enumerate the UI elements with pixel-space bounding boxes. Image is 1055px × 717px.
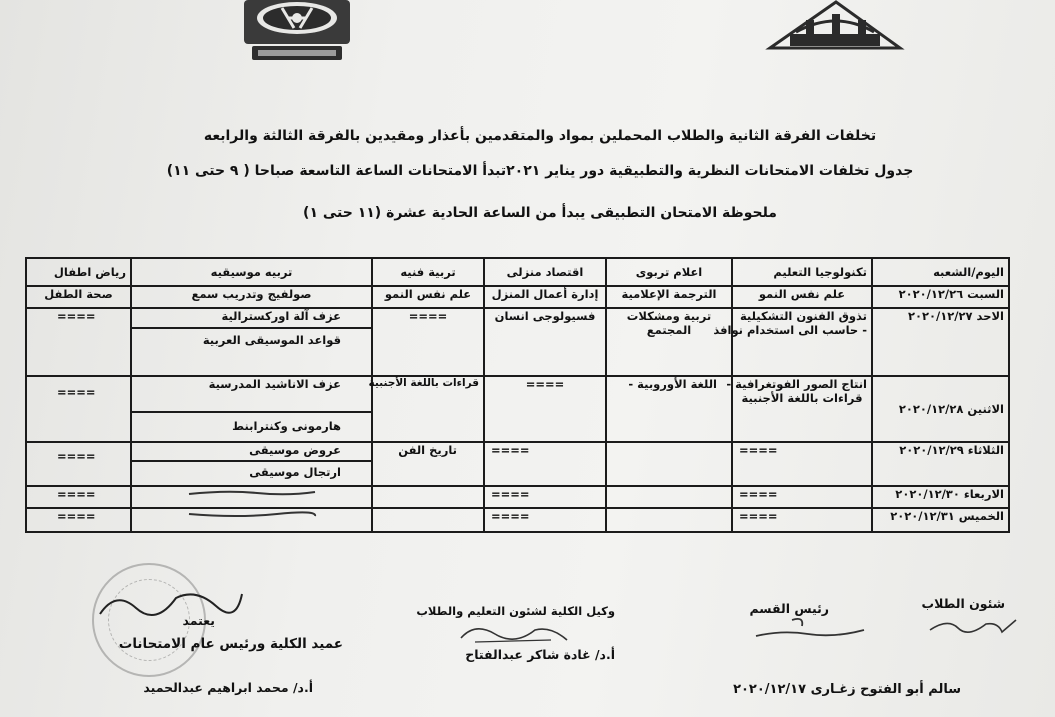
table-cell: [131, 442, 372, 486]
table-cell: قراءات باللغة الأجنبية: [372, 376, 484, 442]
approve-label: يعتمد: [182, 613, 215, 628]
column-header: تكنولوجيا التعليم: [732, 258, 872, 286]
table-cell: [372, 486, 484, 508]
table-row: [26, 308, 1009, 376]
table-cell: [606, 486, 732, 508]
table-cell: ====: [26, 308, 131, 376]
table-cell: [726, 376, 872, 442]
cell-line: انتاج الصور الفوتغرافية -: [726, 377, 867, 391]
table-cell: ====: [732, 486, 872, 508]
dean-title: عميد الكلية ورئيس عام الامتحانات: [118, 636, 343, 652]
table-row: [26, 376, 1009, 442]
table-cell: ====: [484, 376, 606, 442]
table-row: [26, 508, 1009, 532]
dept-head-label: رئيس القسم: [749, 601, 829, 616]
day-cell: الاربعاء ٢٠٢٠/١٢/٣٠: [872, 486, 1009, 508]
dean-name: أ.د/ محمد ابراهيم عبدالحميد: [143, 680, 313, 695]
column-header: رياض اطفال: [26, 258, 131, 286]
table-cell: [131, 508, 372, 532]
cell-line: قواعد الموسيقى العربية: [202, 333, 341, 347]
day-cell: الخميس ٢٠٢٠/١٢/٣١: [872, 508, 1009, 532]
table-cell: [606, 508, 732, 532]
table-cell: الترجمة الإعلامية: [606, 286, 732, 308]
faculty-logo-icon: [242, 0, 352, 62]
signature-icon: [455, 618, 575, 646]
university-logo-icon: [766, 0, 904, 52]
table-row: [26, 442, 1009, 486]
table-cell: ====: [484, 442, 606, 486]
table-cell: [713, 308, 872, 376]
table-cell: [131, 308, 372, 376]
cell-line: هارمونى وكنترابنط: [232, 419, 341, 433]
students-affairs-label: شئون الطلاب: [921, 596, 1005, 611]
table-cell: ====: [26, 486, 131, 508]
handwritten-stroke-icon: [187, 510, 317, 520]
table-cell: فسيولوجى انسان: [484, 308, 606, 376]
table-cell: ====: [372, 308, 484, 376]
table-cell: ====: [732, 442, 872, 486]
exam-schedule-table: [25, 257, 1010, 533]
table-cell: [131, 376, 372, 442]
table-cell: صحة الطفل: [26, 286, 131, 308]
cell-line: عزف الاناشيد المدرسية: [132, 377, 371, 413]
column-header: اعلام تربوى: [606, 258, 732, 286]
cell-line: تذوق الفنون التشكيلية: [739, 309, 867, 323]
table-cell: ====: [26, 442, 131, 486]
table-cell: إدارة أعمال المنزل: [484, 286, 606, 308]
table-cell: علم نفس النمو: [732, 286, 872, 308]
day-cell: الثلاثاء ٢٠٢٠/١٢/٢٩: [872, 442, 1009, 486]
column-header: تربيه موسيقيه: [131, 258, 372, 286]
table-cell: تاريخ الفن: [372, 442, 484, 486]
header-title: تخلفات الفرقة الثانية والطلاب المحملين بمواد والمتقدمين بأعذار ومقيدين بالفرقة الثالثة والرابعه: [203, 128, 877, 144]
table-row: [26, 286, 1009, 308]
table-cell: [372, 508, 484, 532]
cell-line: تربية ومشكلات: [626, 309, 712, 323]
preparer-line: سالم أبو الفتوح زغـارى ٢٠٢٠/١٢/١٧: [733, 682, 961, 697]
signature-icon: [96, 584, 246, 624]
cell-line: عروض موسيقى: [132, 443, 371, 462]
table-cell: ====: [732, 508, 872, 532]
day-cell: الاحد ٢٠٢٠/١٢/٢٧: [872, 308, 1009, 376]
table-cell: اللغة الأوروبية -: [606, 376, 732, 442]
cell-line: عزف آلة اوركسترالية: [132, 309, 371, 329]
cell-line: المجتمع: [646, 323, 692, 337]
table-row: [26, 486, 1009, 508]
cell-line: قراءات باللغة الأجنبية: [741, 391, 863, 405]
day-cell: الاثنين ٢٠٢٠/١٢/٢٨: [872, 376, 1009, 442]
header-subtitle: جدول تخلفات الامتحانات النظرية والتطبيقية دور يناير ٢٠٢١تبدأ الامتحانات الساعة التاسعة صباحا ( ٩ حتى ١١): [166, 163, 914, 179]
table-cell: [606, 442, 732, 486]
table-cell: علم نفس النمو: [372, 286, 484, 308]
table-cell: [131, 486, 372, 508]
table-cell: [606, 308, 732, 376]
column-header: اقتصاد منزلى: [484, 258, 606, 286]
day-cell: السبت ٢٠٢٠/١٢/٢٦: [872, 286, 1009, 308]
cell-line: - حاسب الى استخدام نوافذ: [713, 323, 867, 337]
table-cell: ====: [26, 508, 131, 532]
column-header: اليوم/الشعبه: [872, 258, 1009, 286]
signature-icon: [928, 612, 1018, 638]
table-cell: ====: [484, 486, 606, 508]
table-cell: ====: [484, 508, 606, 532]
vice-dean-name: أ.د/ غادة شاكر عبدالفتاح: [465, 647, 615, 662]
table-cell: ====: [26, 376, 131, 442]
signature-icon: [752, 614, 868, 644]
handwritten-stroke-icon: [187, 488, 317, 498]
table-header-row: [26, 258, 1009, 286]
cell-line: ارتجال موسيقى: [249, 465, 341, 479]
column-header: تربية فنيه: [372, 258, 484, 286]
header-note: ملحوظة الامتحان التطبيقى يبدأ من الساعة الحادية عشرة (١١ حتى ١): [303, 205, 777, 221]
vice-dean-title: وكيل الكلية لشئون التعليم والطلاب: [416, 604, 615, 618]
table-cell: صولفيج وتدريب سمع: [131, 286, 372, 308]
